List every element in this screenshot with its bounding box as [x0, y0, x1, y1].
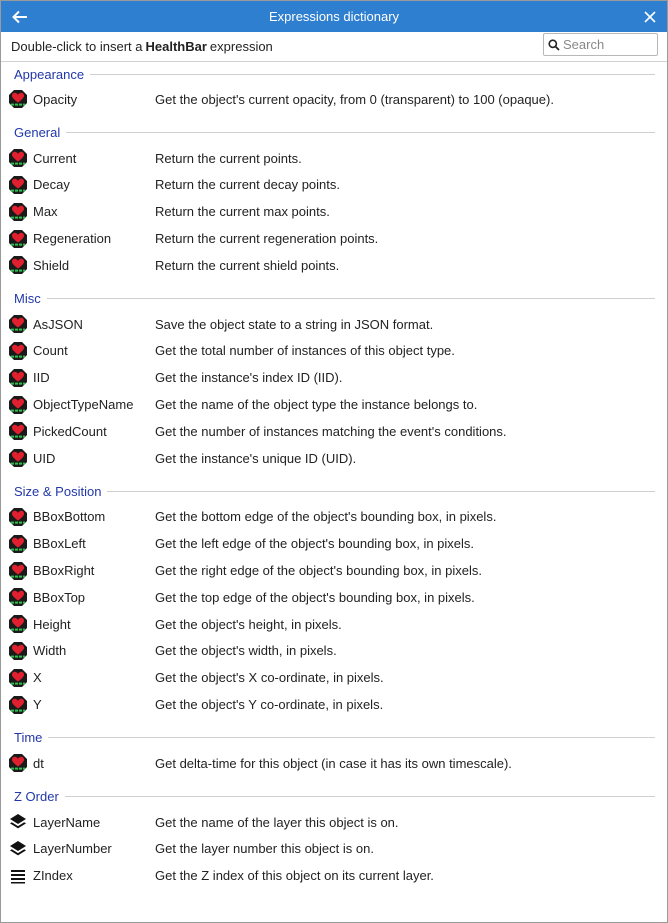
section-gap — [5, 113, 655, 121]
section-header-z-order — [5, 785, 655, 809]
instruction-prefix: Double-click to insert a — [11, 39, 143, 54]
expression-description: Return the current shield points. — [155, 257, 340, 273]
expression-description: Get the object's X co-ordinate, in pixels. — [155, 670, 384, 686]
healthbar-icon — [7, 88, 29, 110]
section-divider — [65, 796, 655, 797]
expression-row-asjson[interactable] — [5, 311, 655, 338]
instruction-suffix: expression — [209, 39, 273, 54]
section-divider — [90, 74, 655, 75]
expression-description: Return the current points. — [155, 150, 302, 166]
search-icon — [548, 39, 560, 51]
expression-name: Height — [33, 616, 71, 632]
expression-row-bboxbottom[interactable] — [5, 504, 655, 531]
expression-row-pickedcount[interactable] — [5, 418, 655, 445]
expression-row-bboxtop[interactable] — [5, 584, 655, 611]
expression-row-iid[interactable] — [5, 364, 655, 391]
healthbar-icon — [7, 420, 29, 442]
expression-name: UID — [33, 450, 56, 466]
expression-description: Get the instance's unique ID (UID). — [155, 450, 357, 466]
expression-name: BBoxLeft — [33, 536, 86, 552]
expression-name: BBoxBottom — [33, 509, 106, 525]
layers-icon — [7, 838, 29, 860]
expression-name: LayerName — [33, 814, 101, 830]
section-header-general — [5, 121, 655, 145]
expression-row-height[interactable] — [5, 611, 655, 638]
expression-name: Opacity — [33, 91, 78, 107]
expression-name: ZIndex — [33, 868, 73, 884]
section-divider — [107, 491, 655, 492]
section-title: Z Order — [14, 789, 59, 805]
expression-list — [1, 62, 667, 889]
expression-name: Regeneration — [33, 231, 112, 247]
expression-name: BBoxTop — [33, 589, 86, 605]
healthbar-icon — [7, 586, 29, 608]
search-input[interactable] — [563, 37, 651, 52]
expression-row-decay[interactable] — [5, 172, 655, 199]
expression-row-objecttypename[interactable] — [5, 391, 655, 418]
title-bar — [1, 1, 667, 32]
expression-row-regeneration[interactable] — [5, 225, 655, 252]
instruction-bar — [1, 32, 667, 62]
healthbar-icon — [7, 367, 29, 389]
healthbar-icon — [7, 694, 29, 716]
expression-description: Get the object's Y co-ordinate, in pixels. — [155, 697, 384, 713]
expression-row-y[interactable] — [5, 691, 655, 718]
expression-row-bboxleft[interactable] — [5, 530, 655, 557]
expression-row-zindex[interactable] — [5, 862, 655, 889]
healthbar-icon — [7, 394, 29, 416]
section-header-appearance — [5, 62, 655, 86]
expression-description: Get the instance's index ID (IID). — [155, 370, 343, 386]
healthbar-icon — [7, 201, 29, 223]
expression-row-layername[interactable] — [5, 809, 655, 836]
section-header-time — [5, 726, 655, 750]
section-title: Size & Position — [14, 484, 102, 500]
expression-description: Return the current regeneration points. — [155, 231, 379, 247]
expression-description: Get the bottom edge of the object's bounding box, in pixels. — [155, 509, 497, 525]
expression-row-count[interactable] — [5, 338, 655, 365]
healthbar-icon — [7, 447, 29, 469]
expression-description: Get the layer number this object is on. — [155, 841, 374, 857]
expression-row-dt[interactable] — [5, 750, 655, 777]
section-divider — [47, 298, 655, 299]
healthbar-icon — [7, 752, 29, 774]
expression-row-shield[interactable] — [5, 252, 655, 279]
expression-description: Get the object's height, in pixels. — [155, 616, 342, 632]
expression-name: Max — [33, 204, 58, 220]
expression-description: Get the name of the object type the instance belongs to. — [155, 397, 478, 413]
expression-name: ObjectTypeName — [33, 397, 134, 413]
expression-description: Get the total number of instances of this object type. — [155, 343, 455, 359]
section-header-size-position — [5, 480, 655, 504]
search-box[interactable] — [543, 33, 658, 56]
section-divider — [48, 737, 655, 738]
expression-description: Get the number of instances matching the event's conditions. — [155, 423, 507, 439]
expression-row-max[interactable] — [5, 198, 655, 225]
section-gap — [5, 279, 655, 287]
expression-description: Get the object's width, in pixels. — [155, 643, 337, 659]
expression-description: Get the top edge of the object's bounding box, in pixels. — [155, 589, 475, 605]
expression-name: Count — [33, 343, 68, 359]
expression-row-uid[interactable] — [5, 445, 655, 472]
expression-row-width[interactable] — [5, 638, 655, 665]
healthbar-icon — [7, 613, 29, 635]
expression-name: X — [33, 670, 42, 686]
close-icon[interactable] — [639, 6, 661, 28]
expression-name: IID — [33, 370, 50, 386]
healthbar-icon — [7, 147, 29, 169]
section-title: Time — [14, 730, 43, 746]
expression-name: dt — [33, 755, 44, 771]
healthbar-icon — [7, 174, 29, 196]
expression-row-bboxright[interactable] — [5, 557, 655, 584]
healthbar-icon — [7, 506, 29, 528]
dialog-title: Expressions dictionary — [268, 9, 400, 24]
section-title: Appearance — [14, 66, 85, 82]
expression-row-opacity[interactable] — [5, 86, 655, 113]
expression-name: Width — [33, 643, 67, 659]
expression-description: Get the name of the layer this object is on. — [155, 814, 399, 830]
healthbar-icon — [7, 533, 29, 555]
expression-description: Return the current decay points. — [155, 177, 340, 193]
layers-icon — [7, 811, 29, 833]
healthbar-icon — [7, 254, 29, 276]
section-gap — [5, 472, 655, 480]
expression-name: Current — [33, 150, 77, 166]
expression-description: Get the object's current opacity, from 0 (transparent) to 100 (opaque). — [155, 91, 554, 107]
expression-row-current[interactable] — [5, 145, 655, 172]
healthbar-icon — [7, 667, 29, 689]
section-gap — [5, 718, 655, 726]
expression-row-x[interactable] — [5, 664, 655, 691]
expression-name: PickedCount — [33, 423, 107, 439]
expression-name: LayerNumber — [33, 841, 112, 857]
section-gap — [5, 777, 655, 785]
expression-description: Save the object state to a string in JSON format. — [155, 316, 434, 332]
expression-name: Shield — [33, 257, 70, 273]
section-title: Misc — [14, 291, 41, 307]
expression-name: AsJSON — [33, 316, 83, 332]
expression-name: BBoxRight — [33, 563, 95, 579]
expression-description: Get the Z index of this object on its current layer. — [155, 868, 434, 884]
back-arrow-icon[interactable] — [9, 6, 31, 28]
healthbar-icon — [7, 560, 29, 582]
healthbar-icon — [7, 228, 29, 250]
expression-name: Y — [33, 697, 42, 713]
expression-description: Get the right edge of the object's bounding box, in pixels. — [155, 563, 482, 579]
instruction-object-name: HealthBar — [145, 39, 207, 54]
healthbar-icon — [7, 313, 29, 335]
expression-description: Get the left edge of the object's bounding box, in pixels. — [155, 536, 475, 552]
expression-description: Get delta-time for this object (in case it has its own timescale). — [155, 755, 512, 771]
expression-description: Return the current max points. — [155, 204, 330, 220]
expression-name: Decay — [33, 177, 70, 193]
healthbar-icon — [7, 640, 29, 662]
list-icon — [7, 865, 29, 887]
expression-row-layernumber[interactable] — [5, 836, 655, 863]
healthbar-icon — [7, 340, 29, 362]
section-header-misc — [5, 287, 655, 311]
section-title: General — [14, 125, 61, 141]
section-divider — [66, 132, 655, 133]
